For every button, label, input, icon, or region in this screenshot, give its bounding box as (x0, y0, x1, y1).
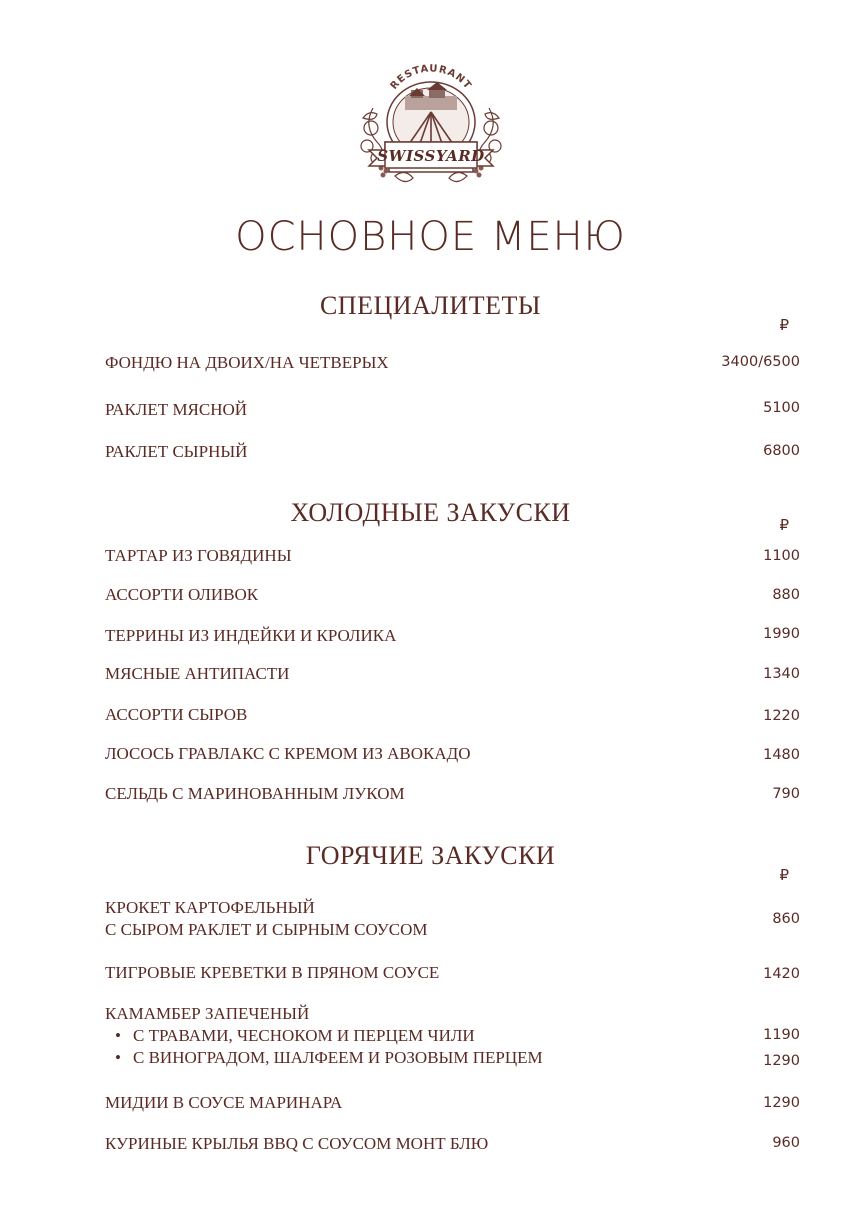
menu-item-name: ТЕРРИНЫ ИЗ ИНДЕЙКИ И КРОЛИКА (105, 626, 397, 645)
menu-item-price: 1220 (763, 708, 800, 724)
menu-item-price: 1420 (763, 966, 800, 982)
menu-item-name: РАКЛЕТ СЫРНЫЙ (105, 442, 248, 461)
menu-item-price: 1290 (763, 1095, 800, 1111)
menu-item-price: 3400/6500 (721, 354, 800, 370)
menu-item-name: МИДИИ В СОУСЕ МАРИНАРА (105, 1093, 343, 1112)
menu-item-option: • С ВИНОГРАДОМ, ШАЛФЕЕМ И РОЗОВЫМ ПЕРЦЕМ (105, 1047, 543, 1069)
menu-item-name: АССОРТИ ОЛИВОК (105, 585, 259, 604)
currency-symbol: ₽ (779, 866, 789, 884)
menu-item-name: АССОРТИ СЫРОВ (105, 705, 248, 724)
menu-item-price: 880 (772, 587, 800, 603)
menu-item-price: 5100 (763, 400, 800, 416)
menu-item-name: ТАРТАР ИЗ ГОВЯДИНЫ (105, 546, 292, 565)
menu-item-name: ЛОСОСЬ ГРАВЛАКС С КРЕМОМ ИЗ АВОКАДО (105, 744, 471, 763)
menu-item-price: 6800 (763, 443, 800, 459)
svg-text:SWISSYARD: SWISSYARD (377, 147, 485, 165)
menu-item-price: 1990 (763, 626, 800, 642)
menu-item-name (105, 1003, 543, 1069)
menu-item-price: 790 (772, 786, 800, 802)
menu-item-name: РАКЛЕТ МЯСНОЙ (105, 400, 248, 419)
menu-item-price: 1100 (763, 548, 800, 564)
section-title-cold-appetizers: ХОЛОДНЫЕ ЗАКУСКИ (290, 498, 571, 527)
section-title-hot-appetizers: ГОРЯЧИЕ ЗАКУСКИ (305, 841, 556, 870)
menu-item-price: 1290 (763, 1053, 800, 1069)
currency-symbol: ₽ (779, 516, 789, 534)
menu-item-name-line: С СЫРОМ РАКЛЕТ И СЫРНЫМ СОУСОМ (105, 920, 428, 939)
svg-text:RESTAURANT: RESTAURANT (388, 63, 474, 92)
menu-item-name (105, 897, 428, 941)
menu-item-name: СЕЛЬДЬ С МАРИНОВАННЫМ ЛУКОМ (105, 784, 405, 803)
menu-item-name-line: КАМАМБЕР ЗАПЕЧЕНЫЙ (105, 1004, 310, 1023)
menu-item-option: • С ТРАВАМИ, ЧЕСНОКОМ И ПЕРЦЕМ ЧИЛИ (105, 1025, 543, 1047)
menu-item-name: ТИГРОВЫЕ КРЕВЕТКИ В ПРЯНОМ СОУСЕ (105, 963, 440, 982)
menu-title: ОСНОВНОЕ МЕНЮ (235, 214, 626, 260)
menu-item-price: 1340 (763, 666, 800, 682)
menu-item-name: ФОНДЮ НА ДВОИХ/НА ЧЕТВЕРЫХ (105, 353, 389, 372)
section-title-specialities: СПЕЦИАЛИТЕТЫ (319, 291, 542, 320)
menu-item-price: 1190 (763, 1027, 800, 1043)
menu-item-price: 860 (772, 911, 800, 927)
currency-symbol: ₽ (779, 316, 789, 334)
menu-item-name: КУРИНЫЕ КРЫЛЬЯ BBQ С СОУСОМ МОНТ БЛЮ (105, 1134, 489, 1153)
menu-item-name: МЯСНЫЕ АНТИПАСТИ (105, 664, 290, 683)
menu-item-name-line: КРОКЕТ КАРТОФЕЛЬНЫЙ (105, 898, 315, 917)
restaurant-logo (355, 58, 507, 186)
menu-item-price: 1480 (763, 747, 800, 763)
menu-item-price: 960 (772, 1135, 800, 1151)
